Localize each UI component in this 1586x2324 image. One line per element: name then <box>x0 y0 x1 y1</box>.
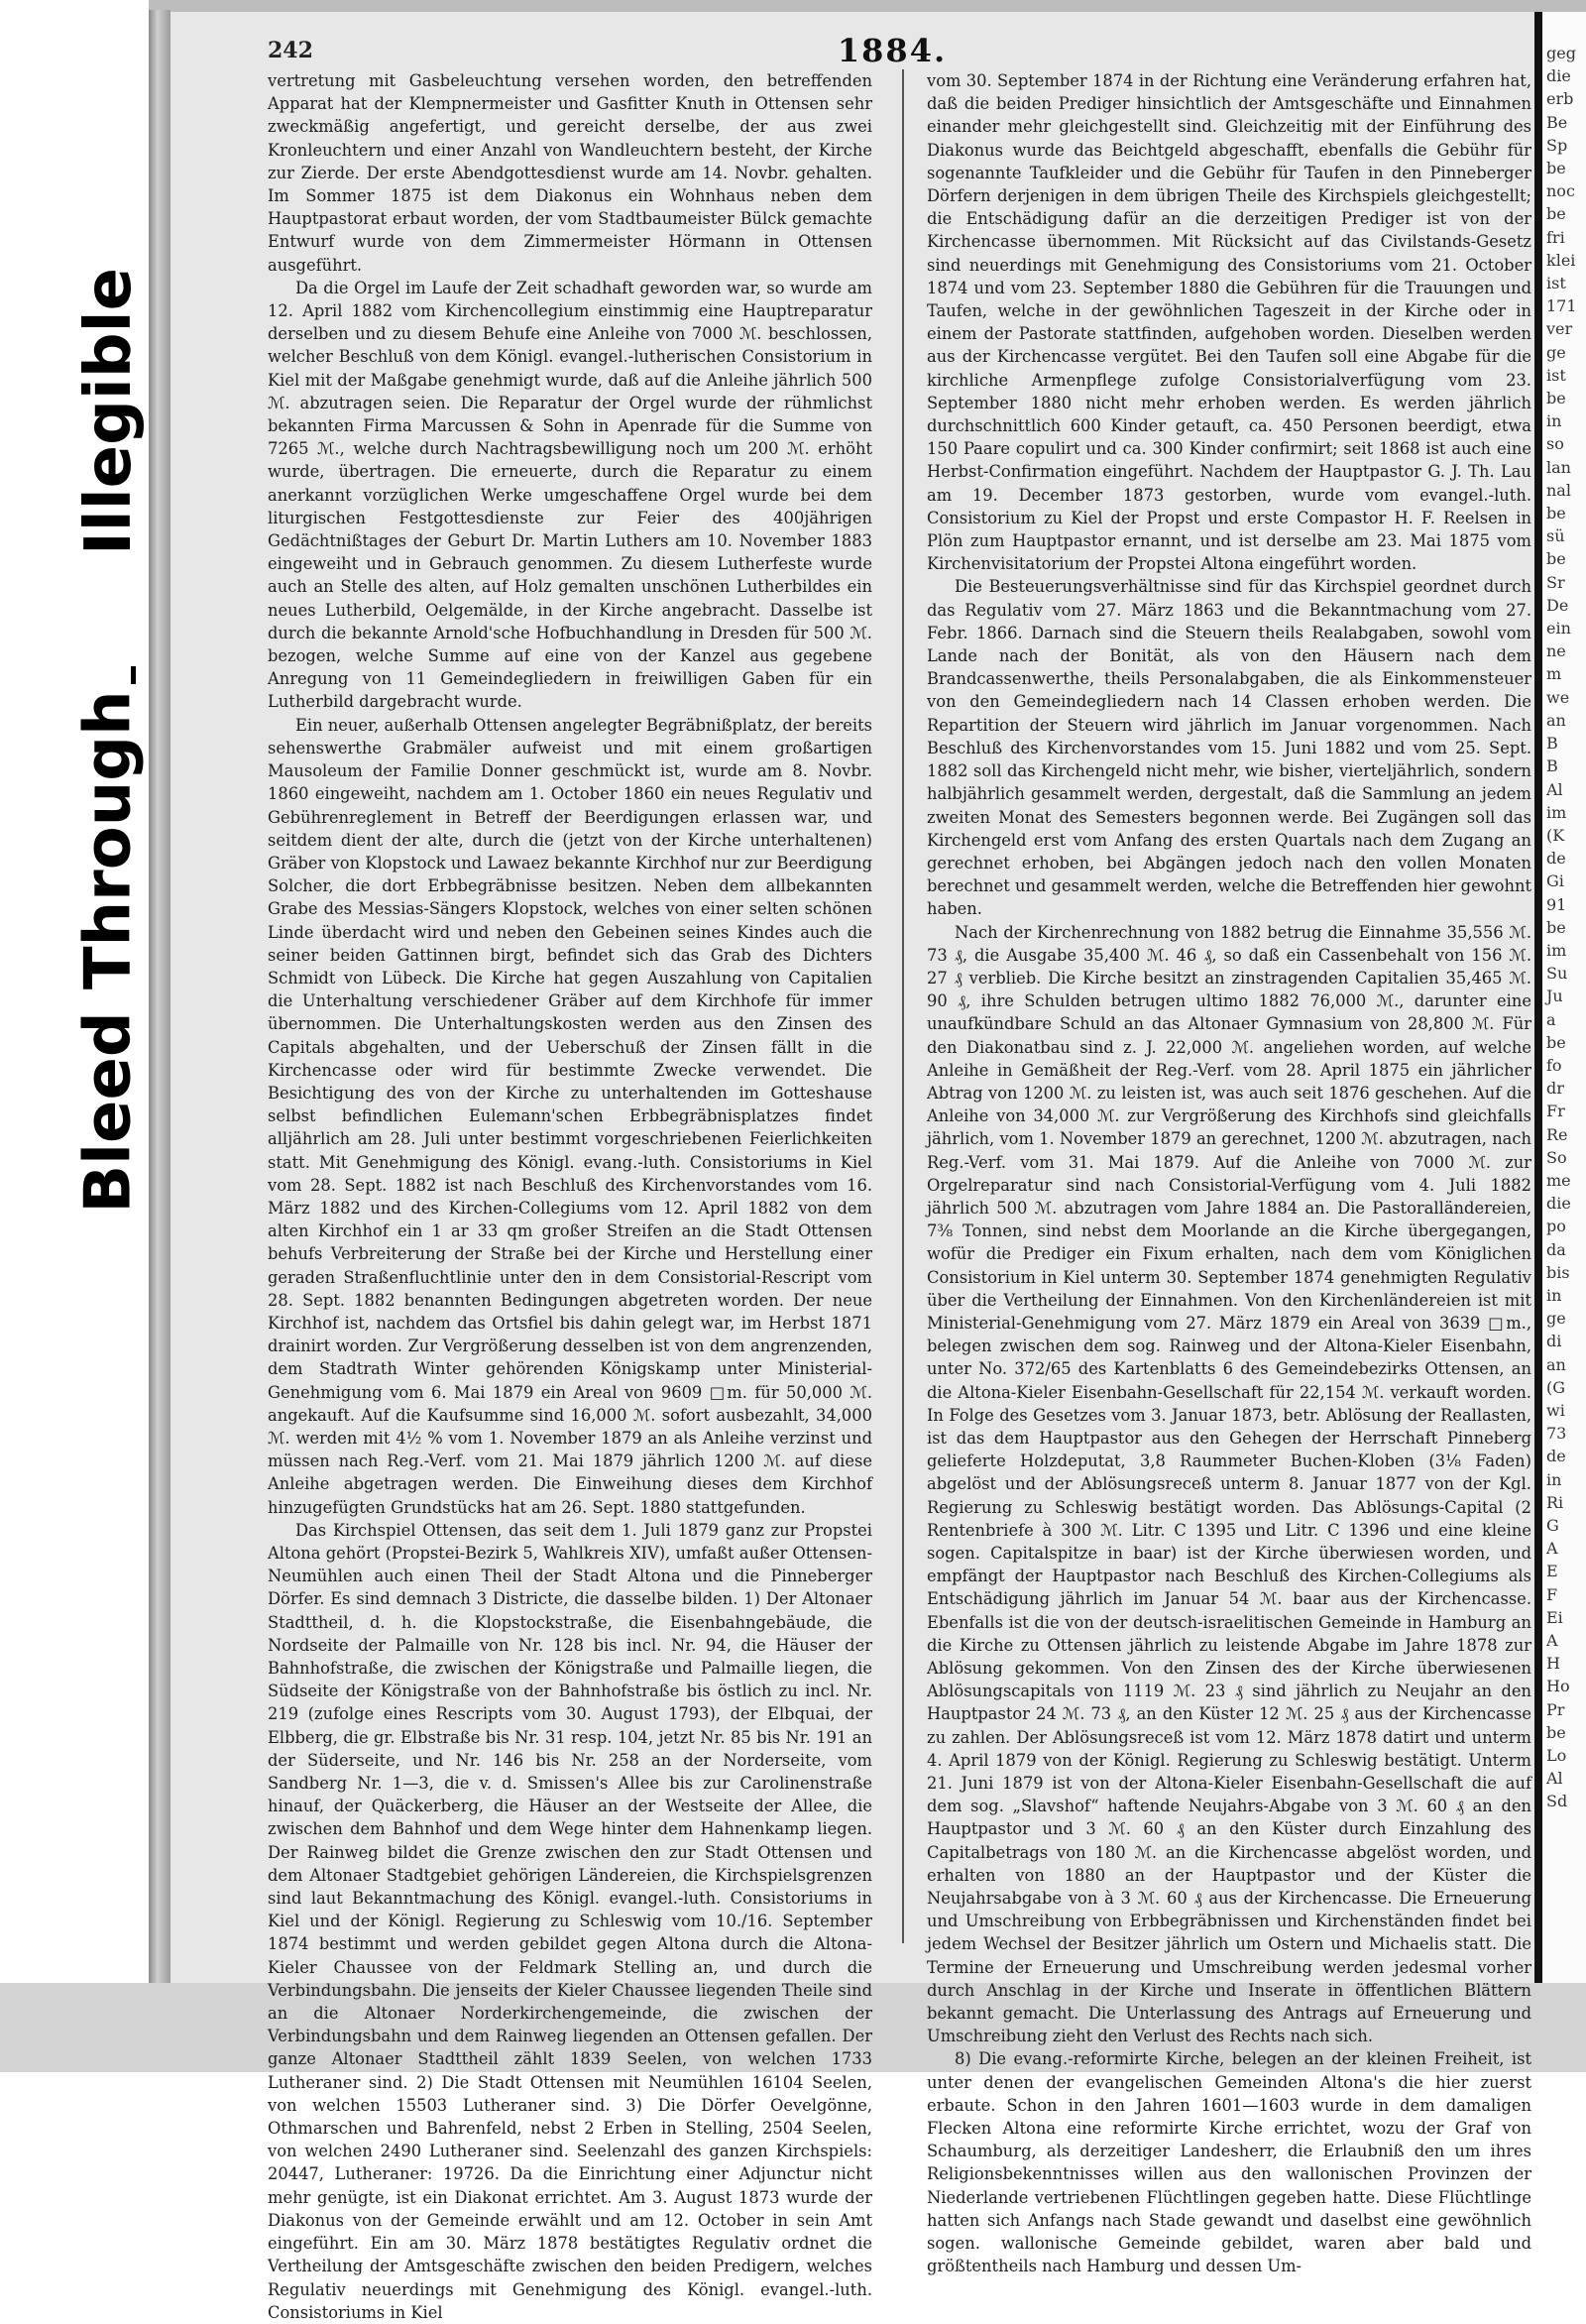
paragraph: Da die Orgel im Laufe der Zeit schadhaft geworden war, so wurde am 12. April 1882 vom Kirchencollegium einstimmig eine Hauptreparatur derselben und zu diesem Behufe eine Anleihe von 7000 ℳ. beschlossen, welcher Beschluß von dem Königl. evangel.-lutherischen Consistorium in Kiel mit der Maßgabe genehmigt wurde, daß auf die Anleihe jährlich 500 ℳ. abzutragen seien. Die Reparatur der Orgel wurde der rühmlichst bekannten Firma Marcussen & Sohn in Apenrade für die Summe von 7265 ℳ., welche durch Nachtragsbewilligung noch um 200 ℳ. erhöht wurde, übertragen. Die erneuerte, durch die Reparatur zu einem anerkannt vorzüglichen Werke umgeschaffene Orgel wurde bei dem liturgischen Festgottesdienste zur Feier des 400jährigen Gedächtnißtages der Geburt Dr. Martin Luthers am 10. November 1883 eingeweiht und in Gebrauch genommen. Zu diesem Lutherfeste wurde auch an Stelle des alten, auf Holz gemalten unschönen Lutherbildes ein neues Lutherbild, Oelgemälde, in der Kirche angebracht. Dasselbe ist durch die bekannte Arnold'sche Hofbuchhandlung in Dresden für 500 ℳ. bezogen, welche Summe auf eine von der Kanzel aus gegebene Anregung von 11 Gemeindegliedern in freiwilligen Gaben für ein Lutherbild dargebracht wurde. <box>268 278 872 712</box>
margin-fragment: Pr <box>1546 1699 1565 1719</box>
margin-fragment: be <box>1546 1722 1566 1742</box>
page-gutter <box>1534 12 1542 1983</box>
margin-fragment: da <box>1546 1239 1566 1259</box>
margin-fragment: sü <box>1546 526 1565 546</box>
margin-fragment: ge <box>1546 1309 1566 1329</box>
margin-fragment: B <box>1546 756 1558 776</box>
margin-fragment: die <box>1546 1194 1571 1214</box>
right-column <box>927 69 1531 2276</box>
margin-fragment: dr <box>1546 1079 1564 1099</box>
margin-fragment: be <box>1546 1032 1566 1052</box>
margin-fragment: B <box>1546 734 1558 754</box>
margin-fragment: Lo <box>1546 1746 1567 1766</box>
margin-fragment: we <box>1546 687 1570 707</box>
margin-fragment: in <box>1546 411 1562 431</box>
margin-fragment: be <box>1546 389 1566 408</box>
margin-fragment: nal <box>1546 480 1571 500</box>
margin-fragment: Ei <box>1546 1607 1563 1627</box>
margin-fragment: Sp <box>1546 135 1568 155</box>
margin-fragment: wi <box>1546 1400 1565 1420</box>
margin-fragment: 91 <box>1546 894 1567 914</box>
margin-fragment: im <box>1546 940 1567 960</box>
margin-fragment: di <box>1546 1332 1562 1351</box>
margin-fragment: a <box>1546 1009 1556 1029</box>
margin-fragment: in <box>1546 1469 1562 1489</box>
margin-fragment: in <box>1546 1285 1562 1305</box>
margin-fragment: be <box>1546 159 1566 178</box>
paragraph: Das Kirchspiel Ottensen, das seit dem 1. Juli 1879 ganz zur Propstei Altona gehört (Propstei-Bezirk 5, Wahlkreis XIV), umfaßt außer Ottensen-Neumühlen auch einen Theil der Stadt Altona und die Pinneberger Dörfer. Es sind demnach 3 Districte, die dasselbe bilden. 1) Der Altonaer Stadttheil, d. h. die Klopstockstraße, die Eisenbahngebäude, die Nordseite der Palmaille von Nr. 128 bis incl. Nr. 94, die Häuser der Bahnhofstraße, die zwischen der Königstraße und Palmaille liegen, die Südseite der Königstraße von der Bahnhofstraße bis östlich zu incl. Nr. 219 (zufolge eines Rescripts vom 30. August 1793), der Elbquai, der Elbberg, die gr. Elbstraße bis Nr. 31 resp. 104, jetzt Nr. 85 bis Nr. 191 an der Süderseite, und Nr. 146 bis Nr. 258 an der Norderseite, vom Sandberg Nr. 1—3, die v. d. Smissen's Allee bis zur Carolinenstraße hinauf, der Quäckerberg, die Häuser an der Westseite der Allee, die zwischen dem Bahnhof und dem Wege hinter dem Hahnenkamp liegen. Der Rainweg bildet die Grenze zwischen den zur Stadt Ottensen und dem Altonaer Stadtgebiet gehörigen Ländereien, die Kirchspielsgrenzen sind laut Bekanntmachung des Königl. evangel.-luth. Consistoriums in Kiel und der Königl. Regierung zu Schleswig vom 10./16. September 1874 bestimmt und werden gebildet gegen Altona durch die Altona-Kieler Chaussee von der Feldmark Stelling an, und durch die Verbindungsbahn. Die jenseits der Kieler Chaussee liegenden Theile sind an die Altonaer Norderkirchengemeinde, die zwischen der Verbindungsbahn und dem Rainweg liegenden an Ottensen gefallen. Der ganze Altonaer Stadttheil zählt 1839 Seelen, von welchen 1733 Lutheraner sind. 2) Die Stadt Ottensen mit Neumühlen 16104 Seelen, von welchen 15503 Lutheraner sind. 3) Die Dörfer Oevelgönne, Othmarschen und Bahrenfeld, nebst 2 Erben in Stelling, 2504 Seelen, von welchen 2490 Lutheraner sind. Seelenzahl des ganzen Kirchspiels: 20447, Lutheraner: 19726. Da die Einrichtung einer Adjunctur nicht mehr genügte, ist ein Diakonat errichtet. Am 3. August 1873 wurde der Diakonus von der Gemeinde erwählt und am 12. October in sein Amt eingeführt. Ein am 30. März 1878 bestätigtes Regulativ ordnet die Vertheilung der Amtsgeschäfte zwischen den beiden Predigern, welches Regulativ neuerdings mit Genehmigung des Königl. evangel.-luth. Consistoriums in Kiel <box>268 1520 872 2322</box>
margin-fragment: (G <box>1546 1377 1566 1397</box>
margin-fragment: noc <box>1546 181 1575 201</box>
margin-fragment: po <box>1546 1217 1566 1236</box>
paragraph: 8) Die evang.-reformirte Kirche, belegen an der kleinen Freiheit, ist unter denen der evangelischen Gemeinden Altona's die hier zuerst erbaute. Schon in den Jahren 1601—1603 wurde in dem damaligen Flecken Altona eine reformirte Kirche errichtet, wozu der Graf von Schaumburg, als derzeitiger Landesherr, die Erlaubniß den um ihres Religionsbekenntnisses willen aus den wallonischen Provinzen der Niederlande vertriebenen Flüchtlingen gegeben hatte. Diese Flüchtlinge hatten sich Anfangs nach Stade gewandt und daselbst eine gewöhnlich sogen. wallonische Gemeinde gebildet, waren aber bald und größtentheils nach Hamburg und dessen Um- <box>927 2049 1531 2276</box>
margin-fragment: ver <box>1546 319 1573 339</box>
margin-fragment: fo <box>1546 1055 1562 1075</box>
margin-fragment: Be <box>1546 112 1568 132</box>
margin-fragment: an <box>1546 1354 1566 1374</box>
margin-fragment: die <box>1546 66 1571 86</box>
margin-fragment: Ju <box>1546 987 1563 1006</box>
margin-fragment: geg <box>1546 44 1576 62</box>
margin-fragment: de <box>1546 1447 1566 1466</box>
margin-fragment: me <box>1546 1170 1571 1190</box>
margin-fragment: (K <box>1546 825 1565 845</box>
margin-fragment: so <box>1546 434 1564 454</box>
margin-fragment: an <box>1546 710 1566 730</box>
margin-fragment: ein <box>1546 619 1571 639</box>
margin-fragment: G <box>1546 1516 1559 1535</box>
adjacent-page-strip <box>1534 12 1586 1983</box>
margin-fragment: m <box>1546 664 1562 684</box>
label-bleed-through <box>55 684 164 1220</box>
margin-fragment: ge <box>1546 342 1566 362</box>
margin-fragment: ne <box>1546 641 1566 661</box>
label-illegible-text: Illegible <box>72 268 146 555</box>
margin-fragment: 73 <box>1546 1424 1567 1444</box>
paragraph: Die Besteuerungsverhältnisse sind für das Kirchspiel geordnet durch das Regulativ vom 27. März 1863 und die Bekanntmachung vom 27. Febr. 1866. Darnach sind die Steuern theils Realabgaben, sowohl vom Lande nach der Bonität, als von den Häusern nach dem Brandcassenwerthe, theils Personalabgaben, die als Einkommensteuer von den Gemeindegliedern nach 14 Classen erhoben werden. Die Repartition der Steuern wird jährlich im Januar vorgenommen. Nach Beschluß des Kirchenvorstandes vom 15. Juni 1882 und vom 25. Sept. 1882 soll das Kirchengeld nicht mehr, wie bisher, vierteljährlich, sondern halbjährlich gesammelt werden, dergestalt, daß die Sammlung an jedem zweiten Monat des Semesters begonnen werde. Bei Zugängen soll das Kirchengeld erst vom Anfang des ersten Quartals nach dem Zugang an gerechnet erhoben, bei Abgängen jedoch nach den vollen Monaten berechnet und gesammelt werden, welche die Betreffenden hier gewohnt haben. <box>927 577 1531 919</box>
margin-fragment: de <box>1546 849 1566 869</box>
margin-fragment: De <box>1546 595 1569 615</box>
margin-fragment: E <box>1546 1562 1558 1581</box>
page-year: 1884. <box>837 32 948 69</box>
margin-fragment: erb <box>1546 89 1574 109</box>
adjacent-page-text <box>1546 42 1586 1975</box>
column-rule <box>902 69 904 1943</box>
margin-fragment: F <box>1546 1584 1558 1604</box>
margin-fragment: Sd <box>1546 1792 1568 1811</box>
margin-fragment: lan <box>1546 457 1571 477</box>
margin-fragment: im <box>1546 802 1567 822</box>
margin-fragment: Ri <box>1546 1492 1564 1512</box>
margin-fragment: be <box>1546 917 1566 937</box>
margin-fragment: ist <box>1546 365 1566 385</box>
margin-fragment: Sr <box>1546 572 1565 592</box>
paragraph: vertretung mit Gasbeleuchtung versehen worden, den betreffenden Apparat hat der Klempnermeister und Gasfitter Knuth in Ottensen sehr zweckmäßig angefertigt, und gereicht derselbe, der aus zwei Kronleuchtern und einer Anzahl von Wandleuchtern besteht, der Kirche zur Zierde. Der erste Abendgottesdienst wurde am 14. Novbr. gehalten. Im Sommer 1875 ist dem Diakonus ein Wohnhaus neben dem Hauptpastorat erbaut worden, der vom Stadtbaumeister Bülck gemachte Entwurf wurde von dem Zimmermeister Hörmann in Ottensen ausgeführt. <box>268 71 872 275</box>
margin-fragment: Re <box>1546 1124 1568 1144</box>
margin-fragment: Al <box>1546 779 1563 799</box>
margin-fragment: fri <box>1546 227 1565 247</box>
left-column <box>268 69 872 2322</box>
margin-fragment: So <box>1546 1147 1567 1167</box>
margin-fragment: H <box>1546 1654 1560 1674</box>
label-divider <box>131 666 136 684</box>
margin-fragment: A <box>1546 1631 1558 1651</box>
margin-fragment: Ho <box>1546 1677 1570 1696</box>
margin-fragment: be <box>1546 204 1566 224</box>
margin-fragment: Fr <box>1546 1102 1565 1121</box>
margin-fragment: Al <box>1546 1769 1563 1789</box>
label-illegible <box>55 233 164 590</box>
margin-fragment: ist <box>1546 274 1566 293</box>
margin-fragment: Gi <box>1546 872 1564 891</box>
paragraph: vom 30. September 1874 in der Richtung eine Veränderung erfahren hat, daß die beiden Prediger hinsichtlich der Amtsgeschäfte und Einnahmen einander mehr gleichgestellt sind. Gleichzeitig mit der Einführung des Diakonus wurde das Beichtgeld abgeschafft, ebenfalls die Gebühr für sogenannte Taufkleider und die Gebühr für Taufen in den Pinneberger Dörfern derjenigen in dem übrigen Theile des Kirchspiels gleichgestellt; die Entschädigung dafür an die derzeitigen Prediger ist von der Kirchencasse übernommen. Mit Rücksicht auf das Civilstands-Gesetz sind neuerdings mit Genehmigung des Consistoriums vom 21. October 1874 und vom 23. September 1880 die Gebühren für die Trauungen und Taufen, welche in der gewöhnlichen Tageszeit in der Kirche oder in einem der Pastorate stattfinden, aufgehoben worden. Dieselben werden aus der Kirchencasse vergütet. Bei den Taufen soll eine Abgabe für die kirchliche Armenpflege zufolge Consistorialverfügung vom 23. September 1880 nicht mehr erhoben werden. Es werden jährlich durchschnittlich 600 Kinder getauft, ca. 450 Personen beerdigt, etwa 150 Paare copulirt und ca. 300 Kinder confirmirt; seit 1868 ist auch eine Herbst-Confirmation eingeführt. Nachdem der Hauptpastor G. J. Th. Lau am 19. December 1873 gestorben, wurde vom evangel.-luth. Consistorium zu Kiel der Propst und erste Compastor H. F. Reelsen in Plön zum Hauptpastor ernannt, und ist derselbe am 23. Mai 1875 vom Kirchenvisitatorium der Propstei Altona eingeführt worden. <box>927 71 1531 574</box>
margin-fragment: be <box>1546 504 1566 523</box>
margin-fragment: bis <box>1546 1262 1570 1282</box>
margin-fragment: klei <box>1546 250 1576 270</box>
page-number: 242 <box>268 38 313 63</box>
margin-fragment: be <box>1546 549 1566 569</box>
margin-fragment: A <box>1546 1539 1558 1559</box>
label-bleed-through-text: Bleed Through <box>72 690 146 1214</box>
margin-fragment: Su <box>1546 964 1568 984</box>
paragraph: Nach der Kirchenrechnung von 1882 betrug die Einnahme 35,556 ℳ. 73 ₰, die Ausgabe 35,400 ℳ. 46 ₰, so daß ein Cassenbehalt von 156 ℳ. 27 ₰ verblieb. Die Kirche besitzt an zinstragenden Capitalien 35,465 ℳ. 90 ₰, ihre Schulden betrugen ultimo 1882 76,000 ℳ., darunter eine unaufkündbare Schuld an das Altonaer Gymnasium von 28,800 ℳ. Für den Diakonatbau sind z. J. 22,000 ℳ. angeliehen worden, auf welche Anleihe in Gemäßheit der Reg.-Verf. vom 28. April 1875 ein jährlicher Abtrag von 1200 ℳ. zu leisten ist, was auch seit 1876 geschehen. Auf die Anleihe von 34,000 ℳ. zur Vergrößerung des Kirchhofs sind gleichfalls jährlich, vom 1. November 1879 an gerechnet, 1200 ℳ. abzutragen, nach Reg.-Verf. vom 31. Mai 1879. Auf die Anleihe von 7000 ℳ. zur Orgelreparatur sind nach Consistorial-Verfügung vom 4. Juli 1882 jährlich 500 ℳ. abzutragen vom Jahre 1884 an. Die Pastoralländereien, 7⅜ Tonnen, sind nebst dem Moorlande an die Kirche übergegangen, wofür die Prediger ein Fixum erhalten, nach dem vom Königlichen Consistorium in Kiel unterm 30. September 1874 genehmigten Regulativ über die Vertheilung der Einnahmen. Von den Kirchenländereien ist mit Ministerial-Genehmigung vom 27. März 1879 ein Areal von 3639 □m., belegen zwischen dem sog. Rainweg und der Altona-Kieler Eisenbahn, unter No. 372/65 des Kartenblatts 6 des Gemeindebezirks Ottensen, an die Altona-Kieler Eisenbahn-Gesellschaft für 22,154 ℳ. verkauft worden. In Folge des Gesetzes vom 3. Januar 1873, betr. Ablösung der Reallasten, ist das dem Hauptpastor aus den Gehegen der Herrschaft Pinneberg gelieferte Holzdeputat, 3,8 Raummeter Buchen-Kloben (3⅛ Faden) abgelöst und der Ablösungsreceß unterm 8. Januar 1877 von der Kgl. Regierung zu Schleswig bestätigt worden. Das Ablösungs-Capital (2 Rentenbriefe à 300 ℳ. Litr. C 1395 und Litr. C 1396 und eine kleine sogen. Capitalspitze in baar) ist der Kirche überwiesen worden, und empfängt der Hauptpastor nach Beschluß des Kirchen-Collegiums als Entschädigung jährlich im Januar 54 ℳ. baar aus der Kirchencasse. Ebenfalls ist die von der deutsch-israelitischen Gemeinde in Hamburg an die Kirche zu Ottensen jährlich zu leistende Abgabe im Jahre 1878 zur Ablösung gekommen. Von den Zinsen des der Kirche überwiesenen Ablösungscapitals von 1119 ℳ. 23 ₰ sind jährlich zu Neujahr an den Hauptpastor 24 ℳ. 73 ₰, an den Küster 12 ℳ. 25 ₰ aus der Kirchencasse zu zahlen. Der Ablösungsreceß ist vom 12. März 1878 datirt und unterm 4. April 1879 von der Königl. Regierung zu Schleswig bestätigt. Unterm 21. Juni 1879 ist von der Altona-Kieler Eisenbahn-Gesellschaft die auf dem sog. „Slavshof“ haftende Neujahrs-Abgabe von 3 ℳ. 60 ₰ an den Hauptpastor und 3 ℳ. 60 ₰ an den Küster durch Einzahlung des Capitalbetrags von 180 ℳ. an die Kirchencasse abgelöst worden, und erhalten von 1880 an der Hauptpastor und der Küster die Neujahrsabgabe von à 3 ℳ. 60 ₰ aus der Kirchencasse. Die Erneuerung und Umschreibung von Erbbegräbnissen und Kirchenständen findet bei jedem Wechsel der Besitzer jährlich um Ostern und Michaelis statt. Die Termine der Erneuerung und Umschreibung werden jedesmal vorher durch Anschlag in der Kirche und Inserate in öffentlichen Blättern bekannt gemacht. Die Unterlassung des Antrags auf Erneuerung und Umschreibung zieht den Verlust des Rechts nach sich. <box>927 922 1531 2046</box>
margin-fragment: 171 <box>1546 296 1577 316</box>
paragraph: Ein neuer, außerhalb Ottensen angelegter Begräbnißplatz, der bereits sehenswerthe Grabmäler aufweist und mit einem großartigen Mausoleum der Familie Donner geschmückt ist, wurde am 8. Novbr. 1860 eingeweiht, nachdem am 1. October 1860 ein neues Regulativ und Gebührenreglement in Betreff der Beerdigungen erlassen war, und seitdem dient der alte, durch die (jetzt von der Kirche unterhaltenen) Gräber von Klopstock und Lawaez bekannte Kirchhof nur zur Beerdigung Solcher, die dort Erbbegräbnisse besitzen. Neben dem allbekannten Grabe des Messias-Sängers Klopstock, welches von einer selten schönen Linde überdacht wird und neben den Gebeinen seines Kindes auch die seiner beiden Gattinnen birgt, befindet sich das Grab des Dichters Schmidt von Lübeck. Die Kirche hat gegen Auszahlung von Capitalien die Unterhaltung verschiedener Gräber auf dem Kirchhofe für immer übernommen. Die Unterhaltungskosten werden aus den Zinsen des Capitals abgehalten, und der Ueberschuß der Zinsen fällt in die Kirchencasse oder wird für bestimmte Zwecke verwendet. Die Besichtigung des von der Kirche zu unterhaltenden im Gotteshause selbst befindlichen Eulemann'schen Erbbegräbnisplatzes findet alljährlich am 28. Juli unter bestimmt vorgeschriebenen Feierlichkeiten statt. Mit Genehmigung des Königl. evang.-luth. Consistoriums in Kiel vom 28. Sept. 1882 ist nach Beschluß des Kirchenvorstandes vom 16. März 1882 und des Kirchen-Collegiums vom 12. April 1882 von dem alten Kirchhof ein 1 ar 33 qm großer Streifen an die Stadt Ottensen behufs Verbreiterung der Straße bei der Kirche und Herstellung einer geraden Straßenfluchtlinie unter den in dem Consistorial-Rescript vom 28. Sept. 1882 benannten Bedingungen abgetreten worden. Der neue Kirchhof ist, nachdem das Ortsfiel bis dahin gelegt war, im Herbst 1871 drainirt worden. Zur Vergrößerung desselben ist von dem angrenzenden, dem Stadtrath Winter gehörenden Königskamp unter Ministerial-Genehmigung vom 6. Mai 1879 ein Areal von 9609 □m. für 50,000 ℳ. angekauft. Auf die Kaufsumme sind 16,000 ℳ. sofort ausbezahlt, 34,000 ℳ. werden mit 4½ % vom 1. November 1879 an als Anleihe verzinst und müssen nach Reg.-Verf. vom 21. Mai 1879 jährlich 1200 ℳ. auf diese Anleihe abgetragen werden. Die Einweihung dieses dem Kirchhof hinzugefügten Grundstücks hat am 26. Sept. 1880 stattgefunden. <box>268 715 872 1517</box>
